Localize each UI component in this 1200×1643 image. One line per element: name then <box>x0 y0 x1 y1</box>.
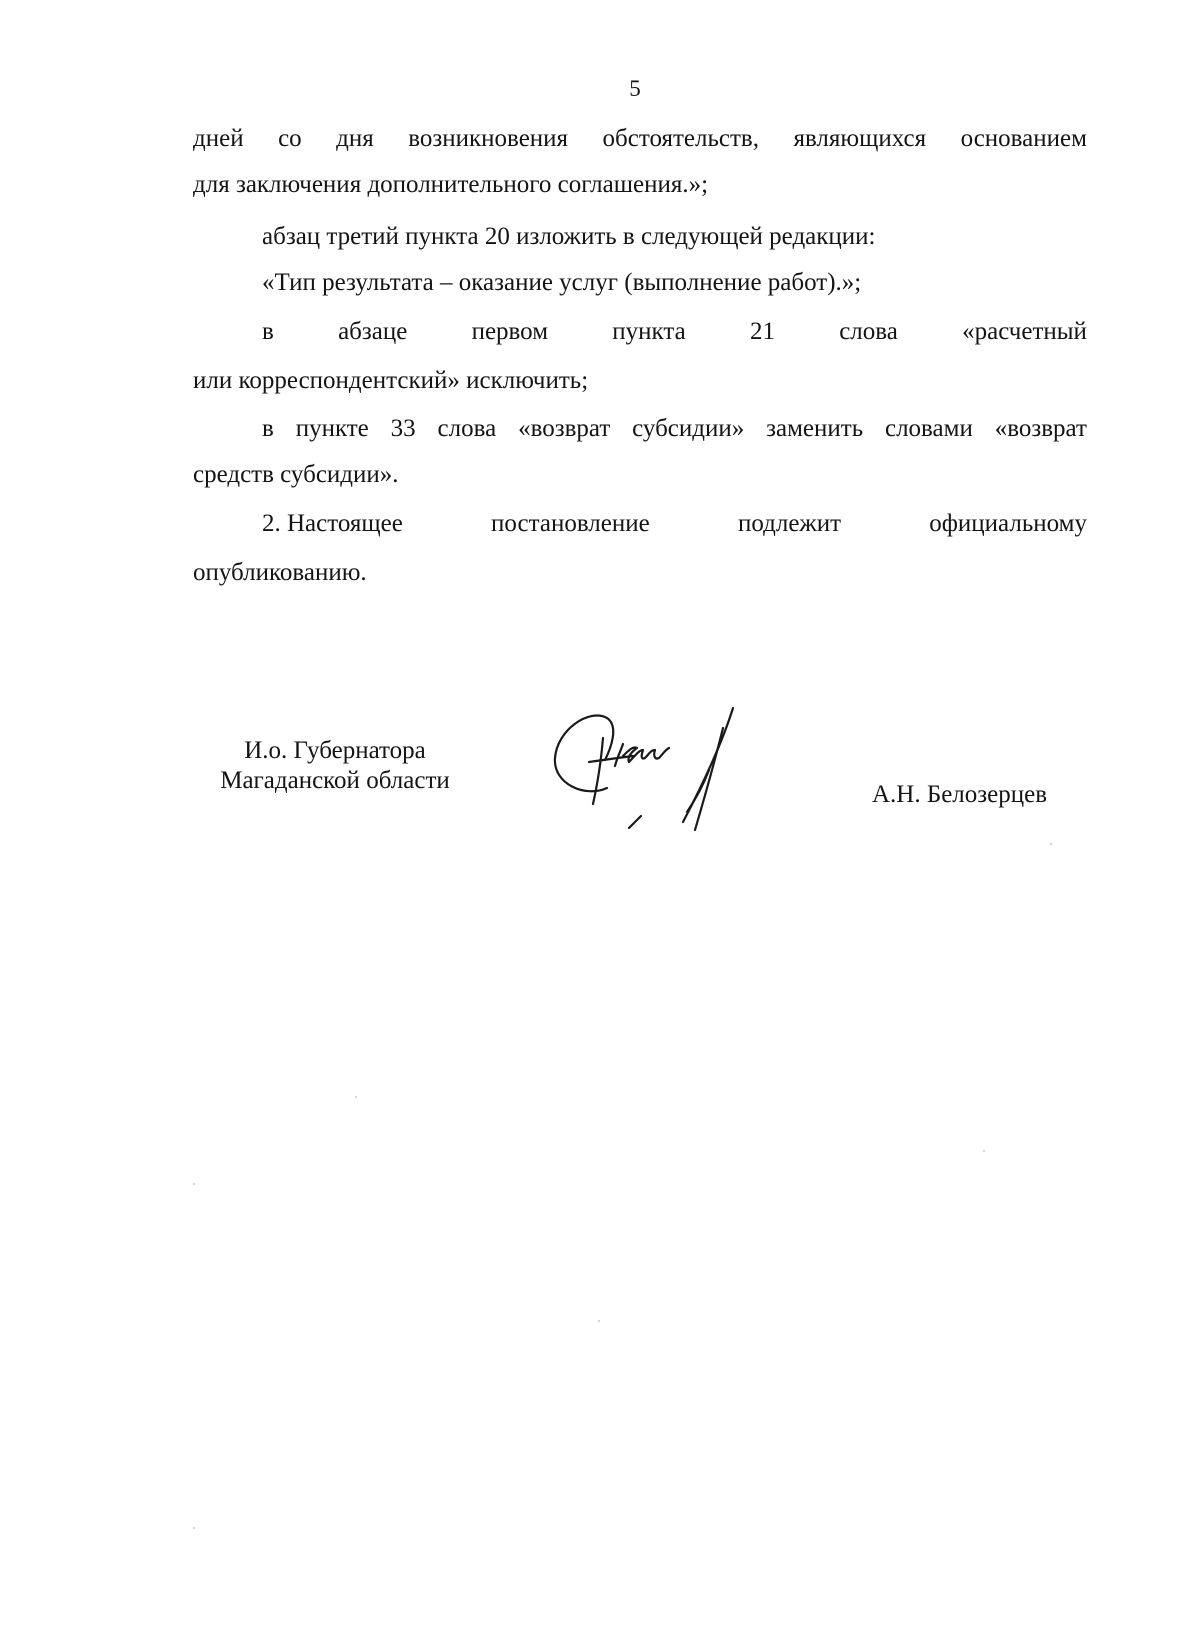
word: в <box>262 415 274 442</box>
scan-speck <box>355 1096 357 1098</box>
word: постановление <box>491 510 650 537</box>
word: 2. Настоящее <box>262 510 403 537</box>
scan-speck <box>598 1320 600 1322</box>
word: пункте <box>295 415 369 442</box>
word: дня <box>336 125 374 152</box>
word: подлежит <box>737 510 841 537</box>
signer-position <box>190 736 480 796</box>
word: «возврат <box>994 415 1087 442</box>
word: «возврат <box>518 415 611 442</box>
paragraph-line-3: абзац третий пункта 20 изложить в следующей редакции: <box>262 223 876 250</box>
handwritten-signature <box>545 700 785 840</box>
word: основанием <box>960 125 1087 152</box>
signer-name: А.Н. Белозерцев <box>872 781 1048 808</box>
paragraph-line-10: опубликованию. <box>193 559 367 586</box>
scan-speck <box>1050 843 1052 845</box>
word: официальному <box>929 510 1087 537</box>
word: 33 <box>390 415 416 442</box>
paragraph-line-8: средств субсидии». <box>193 461 399 488</box>
paragraph-line-7 <box>262 414 1087 444</box>
paragraph-line-4: «Тип результата – оказание услуг (выполнение работ).»; <box>262 269 862 296</box>
word: возникновения <box>408 125 569 152</box>
signer-position-line-2: Магаданской области <box>220 767 450 794</box>
word: субсидии» <box>632 415 745 442</box>
paragraph-line-5 <box>262 317 1087 347</box>
paragraph-line-2: для заключения дополнительного соглашения.»; <box>193 171 709 198</box>
word: 21 <box>749 318 775 345</box>
word: слова <box>437 415 497 442</box>
paragraph-line-6: или корреспондентский» исключить; <box>193 367 589 394</box>
page-number: 5 <box>629 76 641 101</box>
word: первом <box>471 318 549 345</box>
word: пункта <box>612 318 686 345</box>
scan-speck <box>193 1527 195 1529</box>
paragraph-line-1 <box>193 124 1087 154</box>
word: заменить <box>766 415 864 442</box>
signer-position-line-1: И.о. Губернатора <box>244 737 426 764</box>
scan-speck <box>983 1150 985 1152</box>
word: «расчетный <box>962 318 1087 345</box>
word: являющихся <box>793 125 927 152</box>
scan-speck <box>193 1183 195 1185</box>
word: обстоятельств, <box>602 125 759 152</box>
word: абзаце <box>338 318 408 345</box>
word: дней <box>193 125 244 152</box>
word: словами <box>884 415 973 442</box>
paragraph-line-9 <box>262 509 1087 539</box>
word: слова <box>839 318 898 345</box>
word: со <box>278 125 302 152</box>
word: в <box>262 318 274 345</box>
